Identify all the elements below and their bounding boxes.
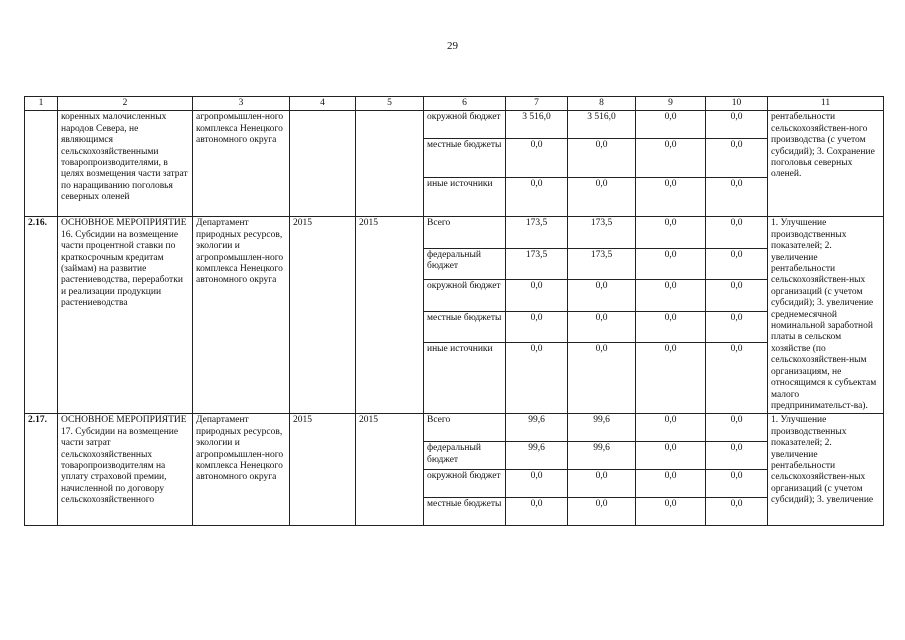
measure-start-year: [290, 111, 356, 217]
funding-source-label: иные источники: [424, 343, 506, 414]
measure-end-year: 2015: [356, 217, 424, 414]
funding-source-label: федеральный бюджет: [424, 442, 506, 470]
expected-results: рентабельности сельскохозяйствен-ного производства (с учетом субсидий); 3. Сохранение поголовья северных оленей.: [768, 111, 884, 217]
value-year-2: 0,0: [636, 111, 706, 139]
header-cell: 10: [706, 97, 768, 111]
header-cell: 3: [193, 97, 290, 111]
header-cell: 6: [424, 97, 506, 111]
value-total: 0,0: [506, 311, 568, 343]
funding-source-label: местные бюджеты: [424, 498, 506, 526]
value-total: 0,0: [506, 280, 568, 312]
value-year-2: 0,0: [636, 442, 706, 470]
measure-description: коренных малочисленных народов Севера, не являющимся сельскохозяйственными товаропроизводителями, в целях возмещения части затрат по наращиванию поголовья северных оленей: [58, 111, 193, 217]
value-year-3: 0,0: [706, 414, 768, 442]
header-cell: 9: [636, 97, 706, 111]
value-year-2: 0,0: [636, 248, 706, 280]
value-total: 173,5: [506, 217, 568, 249]
value-year-2: 0,0: [636, 280, 706, 312]
value-year-1: 173,5: [568, 248, 636, 280]
value-year-3: 0,0: [706, 442, 768, 470]
header-cell: 11: [768, 97, 884, 111]
value-year-2: 0,0: [636, 178, 706, 217]
value-year-1: 0,0: [568, 498, 636, 526]
value-total: 0,0: [506, 139, 568, 178]
measure-executor: агропромышлен-ного комплекса Ненецкого автономного округа: [193, 111, 290, 217]
header-cell: 1: [25, 97, 58, 111]
program-activities-table: [24, 96, 884, 526]
value-year-2: 0,0: [636, 343, 706, 414]
funding-source-label: местные бюджеты: [424, 311, 506, 343]
measure-end-year: 2015: [356, 414, 424, 526]
value-year-2: 0,0: [636, 311, 706, 343]
funding-source-label: иные источники: [424, 178, 506, 217]
header-cell: 7: [506, 97, 568, 111]
funding-source-label: Всего: [424, 414, 506, 442]
value-year-1: 3 516,0: [568, 111, 636, 139]
value-year-1: 173,5: [568, 217, 636, 249]
table-row: [25, 111, 884, 139]
value-year-1: 0,0: [568, 470, 636, 498]
value-year-1: 99,6: [568, 414, 636, 442]
value-year-2: 0,0: [636, 470, 706, 498]
funding-source-label: Всего: [424, 217, 506, 249]
value-total: 99,6: [506, 442, 568, 470]
funding-source-label: окружной бюджет: [424, 111, 506, 139]
measure-number: 2.17.: [25, 414, 58, 526]
header-cell: 8: [568, 97, 636, 111]
value-year-1: 0,0: [568, 178, 636, 217]
measure-number: 2.16.: [25, 217, 58, 414]
header-cell: 4: [290, 97, 356, 111]
value-year-3: 0,0: [706, 311, 768, 343]
value-year-3: 0,0: [706, 498, 768, 526]
value-total: 3 516,0: [506, 111, 568, 139]
value-year-2: 0,0: [636, 217, 706, 249]
funding-source-label: окружной бюджет: [424, 280, 506, 312]
value-year-1: 0,0: [568, 311, 636, 343]
page-number: 29: [447, 40, 458, 52]
value-year-3: 0,0: [706, 139, 768, 178]
value-total: 0,0: [506, 470, 568, 498]
measure-number-cell: [25, 111, 58, 217]
header-cell: 5: [356, 97, 424, 111]
table-row: [25, 414, 884, 442]
value-total: 99,6: [506, 414, 568, 442]
measure-description: ОСНОВНОЕ МЕРОПРИЯТИЕ 16. Субсидии на возмещение части процентной ставки по краткосрочным кредитам (займам) на развитие растениеводства, переработки и реализации продукции растениеводства: [58, 217, 193, 414]
header-cell: 2: [58, 97, 193, 111]
measure-description: ОСНОВНОЕ МЕРОПРИЯТИЕ 17. Субсидии на возмещение части затрат сельскохозяйственных товаропроизводителям на уплату страховой премии, начисленной по договору сельскохозяйственного: [58, 414, 193, 526]
expected-results: 1. Улучшение производственных показателей; 2. увеличение рентабельности сельскохозяйствен-ных организаций (с учетом субсидий); 3. увеличение среднемесячной номинальной заработной платы в сельском хозяйстве (по сельскохозяйствен-ным организациям, не относящимся к субъектам малого предпринимательст-ва).: [768, 217, 884, 414]
measure-start-year: 2015: [290, 217, 356, 414]
value-year-3: 0,0: [706, 280, 768, 312]
funding-source-label: федеральный бюджет: [424, 248, 506, 280]
measure-start-year: 2015: [290, 414, 356, 526]
value-year-3: 0,0: [706, 217, 768, 249]
value-year-2: 0,0: [636, 139, 706, 178]
funding-source-label: местные бюджеты: [424, 139, 506, 178]
measure-end-year: [356, 111, 424, 217]
value-total: 0,0: [506, 178, 568, 217]
value-year-3: 0,0: [706, 248, 768, 280]
funding-source-label: окружной бюджет: [424, 470, 506, 498]
value-year-3: 0,0: [706, 470, 768, 498]
value-year-3: 0,0: [706, 111, 768, 139]
value-year-1: 0,0: [568, 280, 636, 312]
value-year-1: 99,6: [568, 442, 636, 470]
value-total: 0,0: [506, 343, 568, 414]
value-year-1: 0,0: [568, 343, 636, 414]
header-row: [25, 97, 884, 111]
value-total: 0,0: [506, 498, 568, 526]
value-year-2: 0,0: [636, 414, 706, 442]
value-year-1: 0,0: [568, 139, 636, 178]
table-row: [25, 217, 884, 249]
measure-executor: Департамент природных ресурсов, экологии и агропромышлен-ного комплекса Ненецкого автономного округа: [193, 217, 290, 414]
value-year-2: 0,0: [636, 498, 706, 526]
value-total: 173,5: [506, 248, 568, 280]
value-year-3: 0,0: [706, 343, 768, 414]
expected-results: 1. Улучшение производственных показателей; 2. увеличение рентабельности сельскохозяйствен-ных организаций (с учетом субсидий); 3. увеличение: [768, 414, 884, 526]
measure-executor: Департамент природных ресурсов, экологии и агропромышлен-ного комплекса Ненецкого автономного округа: [193, 414, 290, 526]
value-year-3: 0,0: [706, 178, 768, 217]
